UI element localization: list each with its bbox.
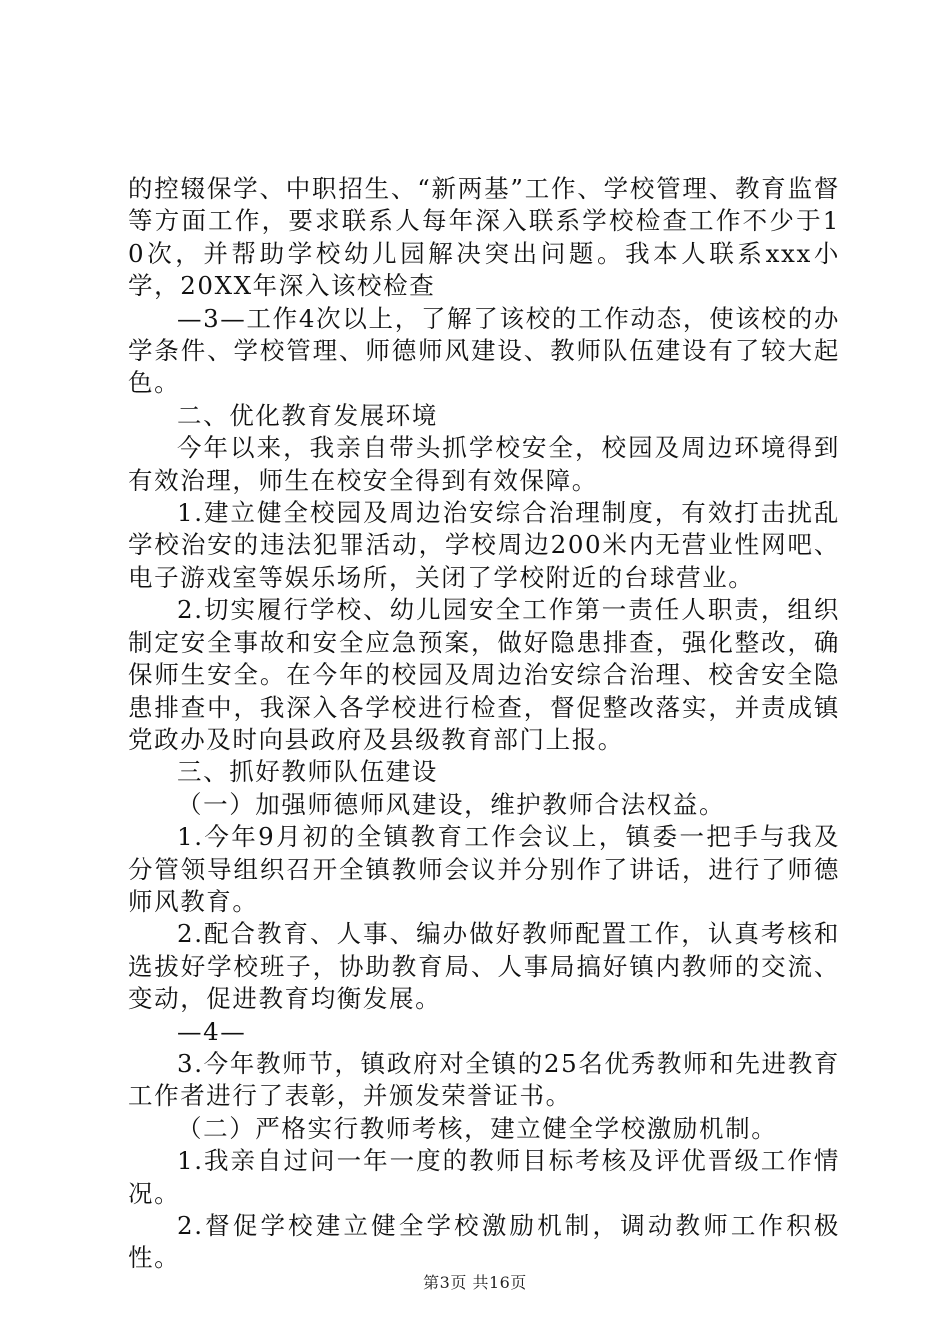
subsection-heading: （一）加强师德师风建设，维护教师合法权益。 [177,789,726,819]
subsection-heading: （二）严格实行教师考核，建立健全学校激励机制。 [177,1113,778,1143]
paragraph: 3.今年教师节，镇政府对全镇的25名优秀教师和先进教育工作者进行了表彰，并颁发荣誉证书。 [128,1048,840,1111]
paragraph: 2.切实履行学校、幼儿园安全工作第一责任人职责，组织制定安全事故和安全应急预案，做好隐患排查，强化整改，确保师生安全。在今年的校园及周边治安综合治理、校舍安全隐患排查中，我深入各学校进行检查，督促整改落实，并责成镇党政办及时向县政府及县级教育部门上报。 [128,595,840,754]
page-footer [0,1270,950,1293]
section-heading: 三、抓好教师队伍建设 [177,757,438,787]
paragraph: 1.今年9月初的全镇教育工作会议上，镇委一把手与我及分管领导组织召开全镇教师会议并分别作了讲话，进行了师德师风教育。 [128,822,840,916]
document-body [128,173,840,1275]
paragraph: 2.督促学校建立健全学校激励机制，调动教师工作积极性。 [128,1211,840,1273]
paragraph: 1.我亲自过问一年一度的教师目标考核及评优晋级工作情况。 [128,1146,840,1208]
paragraph: 今年以来，我亲自带头抓学校安全，校园及周边环境得到有效治理，师生在校安全得到有效保障。 [128,433,840,495]
page-marker: —4— [177,1016,247,1046]
section-heading: 二、优化教育发展环境 [177,400,438,430]
page-number-label: 第3页 共16页 [423,1273,527,1292]
paragraph: 1.建立健全校园及周边治安综合治理制度，有效打击扰乱学校治安的违法犯罪活动，学校周边200米内无营业性网吧、电子游戏室等娱乐场所，关闭了学校附近的台球营业。 [128,498,840,592]
paragraph: 2.配合教育、人事、编办做好教师配置工作，认真考核和选拔好学校班子，协助教育局、人事局搞好镇内教师的交流、变动，促进教育均衡发展。 [128,919,840,1014]
paragraph: —3—工作4次以上，了解了该校的工作动态，使该校的办学条件、学校管理、师德师风建设、教师队伍建设有了较大起色。 [128,303,840,398]
paragraph: 的控辍保学、中职招生、“新两基”工作、学校管理、教育监督等方面工作，要求联系人每年深入联系学校检查工作不少于10次，并帮助学校幼儿园解决突出问题。我本人联系xxx小学，20XX年深入该校检查 [128,174,840,301]
